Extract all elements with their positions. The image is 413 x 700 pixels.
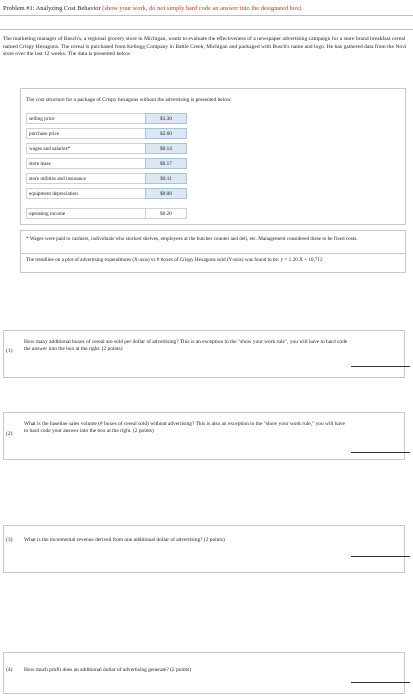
question-text: What is the baseline sales volume (# boxes of cereal sold) without advertising? This is also an exception to the "show your work rule," you will have to hard code your answer into the box at the right. (2 points) (24, 421, 345, 434)
divider (0, 15, 413, 16)
page-title (3, 5, 301, 12)
question-box (3, 412, 405, 460)
title-instruction: (show your work, do not simply hard code an answer into the designated box) (102, 5, 302, 12)
cost-table-header: The cost structure for a package of Crispy hexagons without the advertising is presented below. (26, 97, 232, 103)
wages-note: * Wages were paid to cashiers, individuals who stocked shelves, employees at the butcher counter and deli, etc. Management considered these to be fixed costs. (26, 236, 358, 242)
cost-row-value[interactable]: $3.30 (145, 113, 187, 124)
question-number: (1) (6, 348, 13, 354)
question-text: How many additional boxes of cereal are sold per dollar of advertising? This is an exception to the "show your work rule", you will have to hard code the answer into the box at the right. (2 points) (24, 339, 348, 352)
divider (0, 29, 413, 30)
title-text: Problem #1: Analyzing Cost Behavior (3, 5, 101, 12)
intro-paragraph: The marketing manager of Busch's, a regional grocery store in Michigan, wants to evaluate the effectiveness of a newspaper advertising campaign for a store brand breakfast cereal named Crispy Hexagons. The cereal is purchased from Kellogg Company in Battle Creek, Michigan and packaged with Busch's name and logo. He has gathered data from the Novi store over the last 12 weeks. The data is presented below. (3, 36, 407, 58)
cost-row-value[interactable]: $0.20 (145, 208, 187, 219)
cost-row-label: store lease (26, 158, 146, 169)
cost-row-label: selling price (26, 113, 146, 124)
question-number: (2) (6, 431, 13, 437)
question-box (3, 525, 405, 573)
answer-field[interactable] (351, 366, 410, 367)
question-text: What is the incremental revenue derived from one additional dollar of advertising? (2 points) (24, 537, 225, 543)
cost-row-label: store utilities and insurance (26, 173, 146, 184)
cost-row-value[interactable]: $0.17 (145, 158, 187, 169)
trendline-text: The trendline on a plot of advertising expenditures (X-axis) vs # boxes of Crispy Hexagons sold (Y-axis) was found to be: y = 1.20 X + 10,712 (26, 257, 323, 263)
cost-structure-box (20, 88, 406, 225)
question-number: (3) (6, 537, 13, 543)
cost-row-value[interactable]: $2.60 (145, 128, 187, 139)
cost-row-value[interactable]: $0.14 (145, 143, 187, 154)
answer-field[interactable] (351, 682, 410, 683)
question-box (3, 330, 405, 378)
cost-row-value[interactable]: $0.11 (145, 173, 187, 184)
question-text: How much profit does an additional dollar of advertising generate? (2 points) (24, 667, 191, 673)
cost-row-label: equipment depreciation (26, 188, 146, 199)
cost-row-value[interactable]: $0.08 (145, 188, 187, 199)
cost-row-label: purchase price (26, 128, 146, 139)
answer-field[interactable] (351, 556, 410, 557)
cost-row-label: wages and salaries* (26, 143, 146, 154)
answer-field[interactable] (351, 452, 410, 453)
question-number: (4) (6, 667, 13, 673)
cost-row-label: operating income (26, 208, 146, 219)
